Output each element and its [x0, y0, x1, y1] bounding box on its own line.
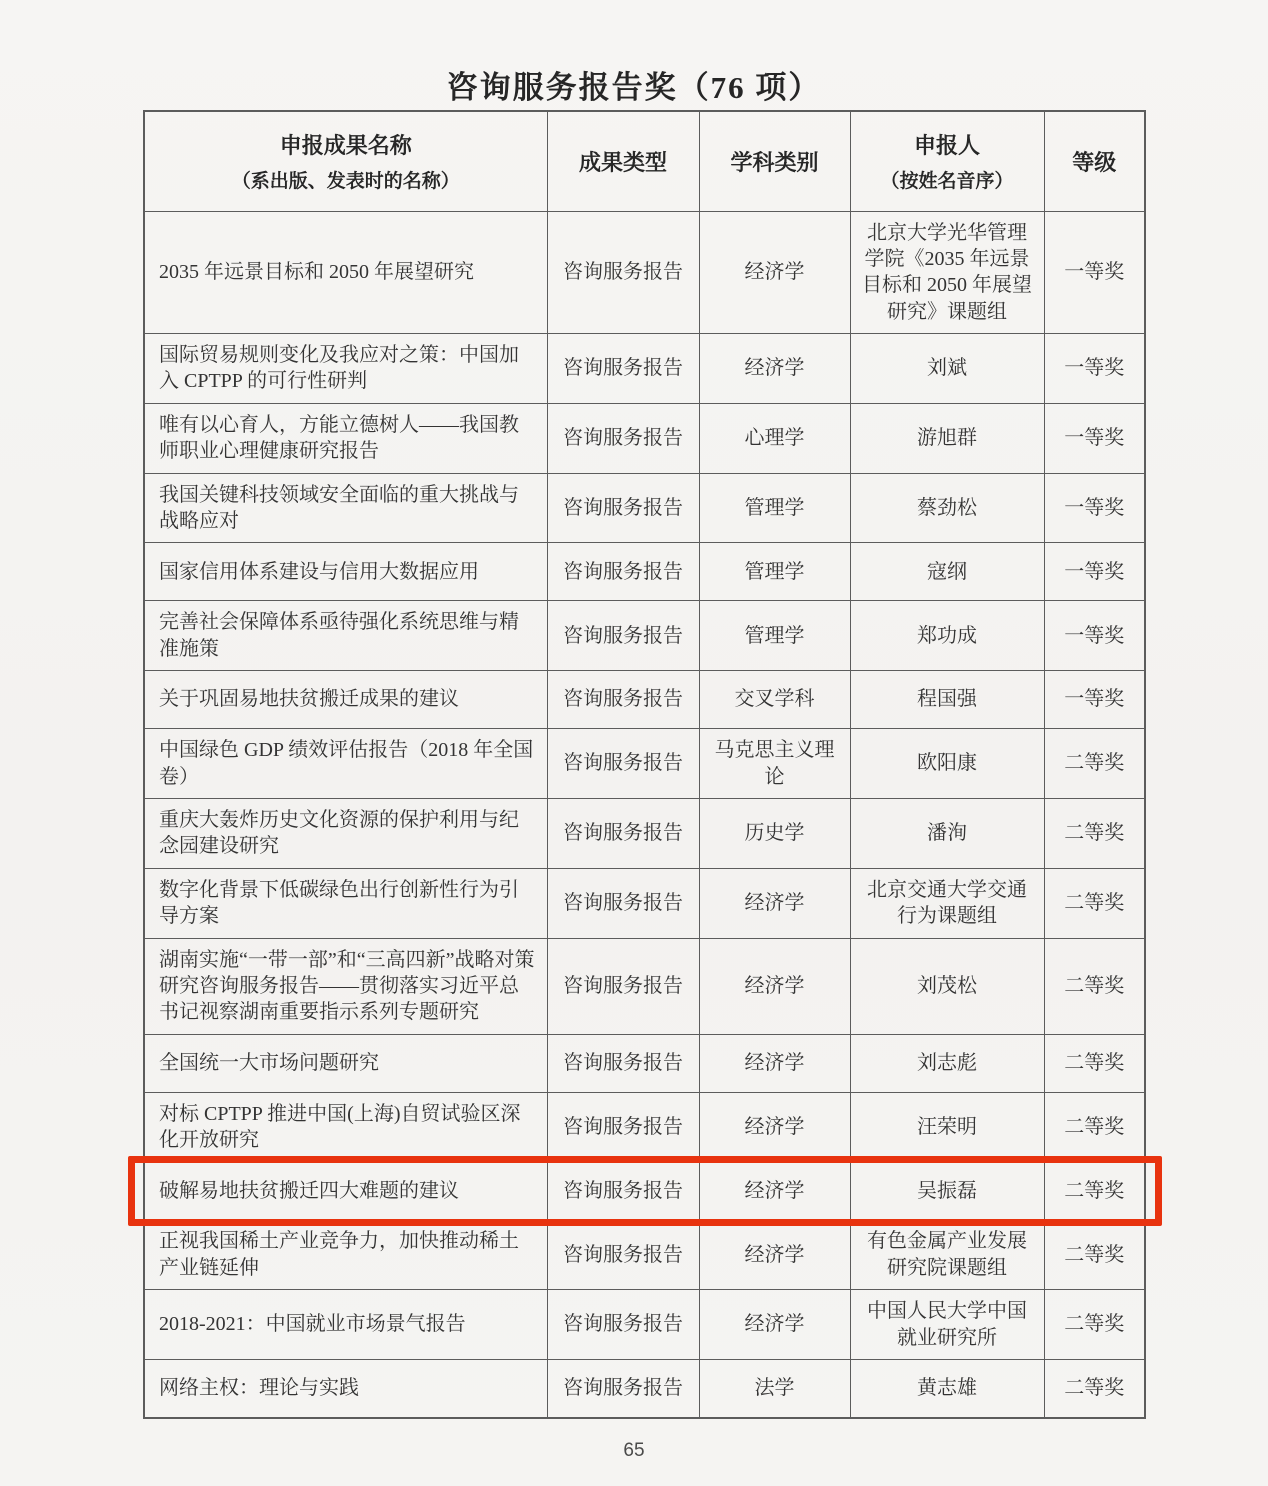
grade-cell: 二等奖 [1044, 1290, 1145, 1360]
grade-cell: 一等奖 [1044, 671, 1145, 729]
subject-category-cell: 经济学 [699, 1162, 850, 1220]
table-row [144, 868, 1145, 938]
result-name-cell: 2035 年远景目标和 2050 年展望研究 [144, 211, 547, 334]
grade-cell: 一等奖 [1044, 473, 1145, 543]
applicant-cell: 潘洵 [850, 798, 1044, 868]
col-header-result-type [547, 111, 699, 211]
grade-cell: 二等奖 [1044, 1092, 1145, 1162]
table-row [144, 334, 1145, 404]
subject-category-cell: 经济学 [699, 1092, 850, 1162]
table-row [144, 601, 1145, 671]
applicant-cell: 欧阳康 [850, 729, 1044, 799]
result-name-cell: 对标 CPTPP 推进中国(上海)自贸试验区深化开放研究 [144, 1092, 547, 1162]
grade-cell: 二等奖 [1044, 868, 1145, 938]
page-title: 咨询服务报告奖（76 项） [446, 70, 822, 105]
result-name-cell: 国际贸易规则变化及我应对之策：中国加入 CPTPP 的可行性研判 [144, 334, 547, 404]
applicant-cell: 北京大学光华管理学院《2035 年远景目标和 2050 年展望研究》课题组 [850, 211, 1044, 334]
grade-cell: 二等奖 [1044, 798, 1145, 868]
table-row [144, 1220, 1145, 1290]
grade-cell: 一等奖 [1044, 543, 1145, 601]
subject-category-cell: 经济学 [699, 1034, 850, 1092]
table-row [144, 403, 1145, 473]
grade-cell: 一等奖 [1044, 211, 1145, 334]
applicant-cell: 刘茂松 [850, 938, 1044, 1034]
table-row [144, 1162, 1145, 1220]
result-type-cell: 咨询服务报告 [547, 1360, 699, 1418]
result-name-cell: 网络主权：理论与实践 [144, 1360, 547, 1418]
table-row [144, 211, 1145, 334]
result-type-cell: 咨询服务报告 [547, 798, 699, 868]
applicant-cell: 蔡劲松 [850, 473, 1044, 543]
result-type-cell: 咨询服务报告 [547, 601, 699, 671]
result-type-cell: 咨询服务报告 [547, 543, 699, 601]
result-name-cell: 完善社会保障体系亟待强化系统思维与精准施策 [144, 601, 547, 671]
applicant-cell: 有色金属产业发展研究院课题组 [850, 1220, 1044, 1290]
applicant-cell: 中国人民大学中国就业研究所 [850, 1290, 1044, 1360]
result-type-cell: 咨询服务报告 [547, 671, 699, 729]
grade-cell: 一等奖 [1044, 403, 1145, 473]
col-header-grade-label: 等级 [1072, 149, 1117, 175]
result-type-cell: 咨询服务报告 [547, 729, 699, 799]
table-row [144, 1034, 1145, 1092]
table-row [144, 1092, 1145, 1162]
col-header-result-name [144, 111, 547, 211]
applicant-cell: 刘斌 [850, 334, 1044, 404]
subject-category-cell: 经济学 [699, 1220, 850, 1290]
col-header-result-type-label: 成果类型 [578, 149, 667, 175]
grade-cell: 二等奖 [1044, 1162, 1145, 1220]
applicant-cell: 程国强 [850, 671, 1044, 729]
col-header-applicant [850, 111, 1044, 211]
result-name-cell: 数字化背景下低碳绿色出行创新性行为引导方案 [144, 868, 547, 938]
col-header-result-name-label: 申报成果名称 [279, 133, 412, 159]
table-row [144, 473, 1145, 543]
applicant-cell: 游旭群 [850, 403, 1044, 473]
grade-cell: 二等奖 [1044, 1360, 1145, 1418]
result-name-cell: 关于巩固易地扶贫搬迁成果的建议 [144, 671, 547, 729]
grade-cell: 二等奖 [1044, 729, 1145, 799]
subject-category-cell: 马克思主义理论 [699, 729, 850, 799]
applicant-cell: 汪荣明 [850, 1092, 1044, 1162]
table-row [144, 671, 1145, 729]
result-type-cell: 咨询服务报告 [547, 403, 699, 473]
result-name-cell: 唯有以心育人，方能立德树人——我国教师职业心理健康研究报告 [144, 403, 547, 473]
subject-category-cell: 法学 [699, 1360, 850, 1418]
result-name-cell: 湖南实施“一带一部”和“三高四新”战略对策研究咨询服务报告——贯彻落实习近平总书记视察湖南重要指示系列专题研究 [144, 938, 547, 1034]
result-type-cell: 咨询服务报告 [547, 334, 699, 404]
awards-table [143, 110, 1146, 1419]
result-type-cell: 咨询服务报告 [547, 211, 699, 334]
result-name-cell: 国家信用体系建设与信用大数据应用 [144, 543, 547, 601]
table-body [144, 211, 1145, 1418]
page-number: 65 [623, 1440, 645, 1461]
result-type-cell: 咨询服务报告 [547, 1290, 699, 1360]
subject-category-cell: 管理学 [699, 473, 850, 543]
applicant-cell: 寇纲 [850, 543, 1044, 601]
subject-category-cell: 经济学 [699, 938, 850, 1034]
applicant-cell: 郑功成 [850, 601, 1044, 671]
result-type-cell: 咨询服务报告 [547, 938, 699, 1034]
table-header [144, 111, 1145, 211]
header-row [144, 111, 1145, 211]
applicant-cell: 刘志彪 [850, 1034, 1044, 1092]
table-row [144, 1290, 1145, 1360]
table-row [144, 729, 1145, 799]
col-header-subject-category-label: 学科类别 [730, 149, 819, 175]
table-row [144, 798, 1145, 868]
result-name-cell: 2018-2021：中国就业市场景气报告 [144, 1290, 547, 1360]
subject-category-cell: 经济学 [699, 1290, 850, 1360]
result-name-cell: 我国关键科技领域安全面临的重大挑战与战略应对 [144, 473, 547, 543]
subject-category-cell: 管理学 [699, 601, 850, 671]
applicant-cell: 吴振磊 [850, 1162, 1044, 1220]
result-type-cell: 咨询服务报告 [547, 473, 699, 543]
grade-cell: 二等奖 [1044, 1220, 1145, 1290]
result-type-cell: 咨询服务报告 [547, 1220, 699, 1290]
result-name-cell: 正视我国稀土产业竞争力，加快推动稀土产业链延伸 [144, 1220, 547, 1290]
grade-cell: 二等奖 [1044, 1034, 1145, 1092]
table-row [144, 543, 1145, 601]
col-header-applicant-label: 申报人 [913, 133, 980, 159]
result-name-cell: 中国绿色 GDP 绩效评估报告（2018 年全国卷） [144, 729, 547, 799]
result-name-cell: 全国统一大市场问题研究 [144, 1034, 547, 1092]
applicant-cell: 北京交通大学交通行为课题组 [850, 868, 1044, 938]
col-header-grade [1044, 111, 1145, 211]
table-row [144, 1360, 1145, 1418]
table-row [144, 938, 1145, 1034]
subject-category-cell: 经济学 [699, 211, 850, 334]
result-name-cell: 重庆大轰炸历史文化资源的保护利用与纪念园建设研究 [144, 798, 547, 868]
col-header-applicant-sublabel: （按姓名音序） [880, 171, 1014, 193]
grade-cell: 一等奖 [1044, 334, 1145, 404]
result-type-cell: 咨询服务报告 [547, 1162, 699, 1220]
result-type-cell: 咨询服务报告 [547, 1034, 699, 1092]
subject-category-cell: 心理学 [699, 403, 850, 473]
subject-category-cell: 经济学 [699, 868, 850, 938]
grade-cell: 一等奖 [1044, 601, 1145, 671]
subject-category-cell: 历史学 [699, 798, 850, 868]
applicant-cell: 黄志雄 [850, 1360, 1044, 1418]
col-header-result-name-sublabel: （系出版、发表时的名称） [231, 171, 460, 193]
grade-cell: 二等奖 [1044, 938, 1145, 1034]
result-type-cell: 咨询服务报告 [547, 1092, 699, 1162]
result-type-cell: 咨询服务报告 [547, 868, 699, 938]
col-header-subject-category [699, 111, 850, 211]
subject-category-cell: 经济学 [699, 334, 850, 404]
subject-category-cell: 交叉学科 [699, 671, 850, 729]
subject-category-cell: 管理学 [699, 543, 850, 601]
result-name-cell: 破解易地扶贫搬迁四大难题的建议 [144, 1162, 547, 1220]
